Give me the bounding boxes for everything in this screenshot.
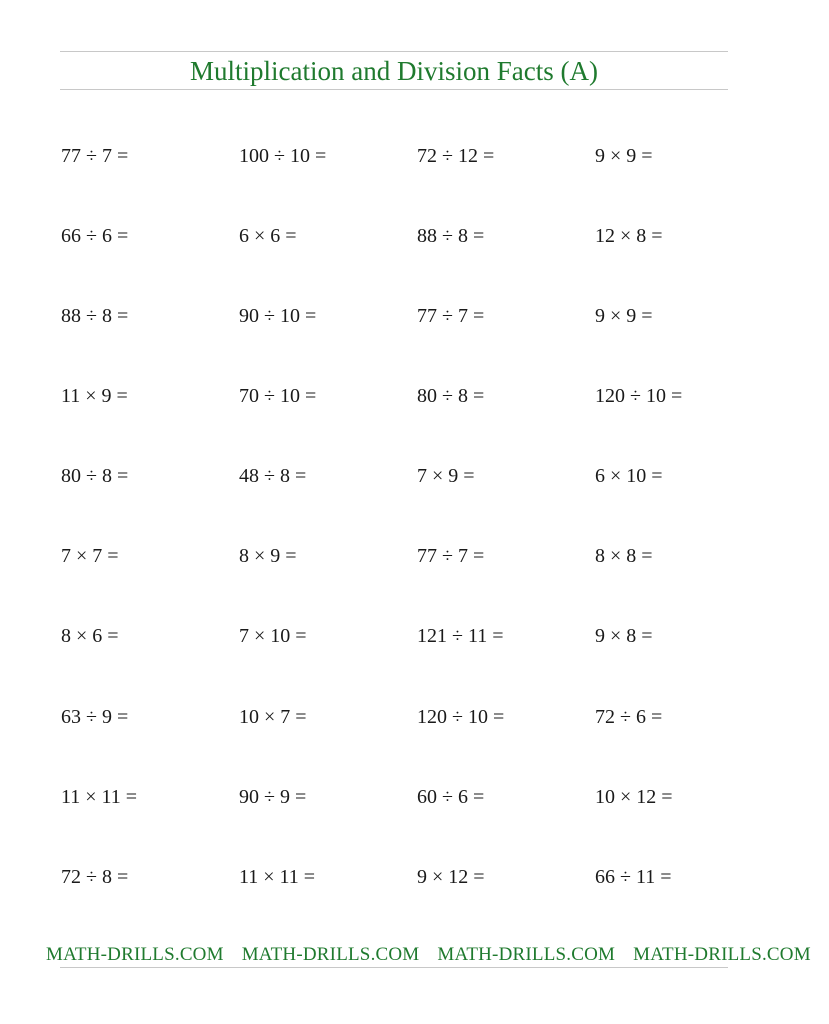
problem: 66 ÷ 11 = [595,866,672,888]
problem: 8 × 8 = [595,545,653,567]
problem: 120 ÷ 10 = [417,706,505,728]
problem: 77 ÷ 7 = [417,545,485,567]
problem: 11 × 11 = [61,786,138,808]
footer-watermark: MATH-DRILLS.COM [437,944,616,965]
problem: 88 ÷ 8 = [61,305,129,327]
problem-row [0,862,791,892]
problem-row [0,621,791,651]
problem: 63 ÷ 9 = [61,706,129,728]
problem-row [0,381,791,411]
problem: 60 ÷ 6 = [417,786,485,808]
title-rule [60,89,728,90]
problem-row [0,702,791,732]
problem: 8 × 6 = [61,625,119,647]
problem: 100 ÷ 10 = [239,145,327,167]
problem: 12 × 8 = [595,225,663,247]
problem: 120 ÷ 10 = [595,385,683,407]
top-rule [60,51,728,52]
footer-watermark: MATH-DRILLS.COM [633,944,811,965]
problem: 121 ÷ 11 = [417,625,504,647]
footer-watermark-band [46,942,811,968]
problem-row [0,221,791,251]
problem-grid [0,141,791,901]
problem: 72 ÷ 12 = [417,145,495,167]
problem: 48 ÷ 8 = [239,465,307,487]
problem: 9 × 9 = [595,305,653,327]
problem: 9 × 12 = [417,866,485,888]
problem: 9 × 8 = [595,625,653,647]
problem: 80 ÷ 8 = [61,465,129,487]
problem: 6 × 10 = [595,465,663,487]
problem: 72 ÷ 8 = [61,866,129,888]
problem: 10 × 12 = [595,786,673,808]
problem: 11 × 9 = [61,385,128,407]
problem: 88 ÷ 8 = [417,225,485,247]
problem: 66 ÷ 6 = [61,225,129,247]
footer-rule [60,967,728,968]
footer-watermark-strip [46,942,829,968]
problem: 70 ÷ 10 = [239,385,317,407]
problem: 72 ÷ 6 = [595,706,663,728]
problem-row [0,141,791,171]
problem: 7 × 9 = [417,465,475,487]
problem: 8 × 9 = [239,545,297,567]
problem: 10 × 7 = [239,706,307,728]
problem-row [0,461,791,491]
problem-row [0,541,791,571]
problem: 77 ÷ 7 = [417,305,485,327]
problem: 90 ÷ 9 = [239,786,307,808]
problem: 7 × 7 = [61,545,119,567]
problem: 9 × 9 = [595,145,653,167]
problem: 90 ÷ 10 = [239,305,317,327]
footer-watermark: MATH-DRILLS.COM [46,944,224,965]
problem-row [0,782,791,812]
problem: 7 × 10 = [239,625,307,647]
page-title: Multiplication and Division Facts (A) [190,56,598,86]
problem: 77 ÷ 7 = [61,145,129,167]
footer-watermark: MATH-DRILLS.COM [241,944,420,965]
problem: 80 ÷ 8 = [417,385,485,407]
problem: 6 × 6 = [239,225,297,247]
problem-row [0,301,791,331]
problem: 11 × 11 = [239,866,316,888]
